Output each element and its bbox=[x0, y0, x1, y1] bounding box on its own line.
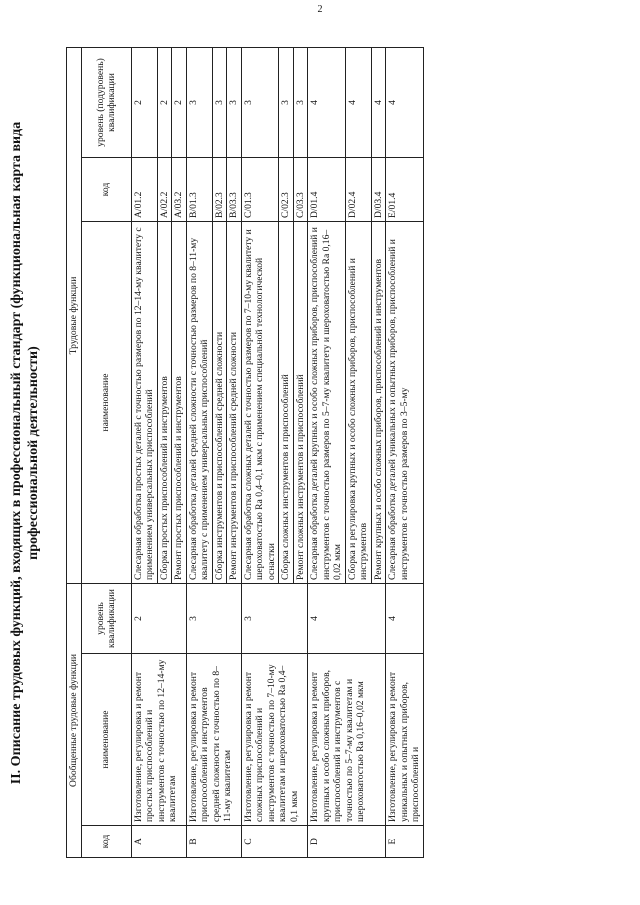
labor-function-code: C/02.3 bbox=[279, 158, 294, 222]
labor-function-level: 4 bbox=[386, 47, 424, 157]
generalized-function-code: B bbox=[186, 826, 241, 858]
generalized-function-level: 4 bbox=[308, 584, 386, 654]
labor-function-level: 2 bbox=[157, 47, 172, 157]
labor-function-level: 2 bbox=[131, 47, 157, 157]
generalized-function-name: Изготовление, регулировка и ремонт сложных приспособлений и инструментов с точностью по 7–10-му квалитетам и шероховатостью Ra 0,4–0,1 мкм bbox=[241, 654, 308, 826]
labor-function-name: Сборка инструментов и приспособлений средней сложности bbox=[212, 222, 227, 584]
labor-function-level: 3 bbox=[227, 47, 242, 157]
labor-function-name: Сборка сложных инструментов и приспособлений bbox=[279, 222, 294, 584]
labor-function-level: 3 bbox=[241, 47, 279, 157]
generalized-function-name: Изготовление, регулировка и ремонт уникальных и опытных приборов, приспособлений и bbox=[386, 654, 424, 826]
labor-function-level: 4 bbox=[345, 47, 371, 157]
generalized-function-level: 3 bbox=[241, 584, 308, 654]
table-row bbox=[386, 47, 424, 857]
labor-function-name: Слесарная обработка деталей средней сложности с точностью размеров по 8–11-му квалитету с применением универсальных приспособлений bbox=[186, 222, 212, 584]
generalized-function-level: 3 bbox=[186, 584, 241, 654]
table-row bbox=[186, 47, 212, 857]
generalized-function-level: 4 bbox=[386, 584, 424, 654]
labor-function-level: 3 bbox=[212, 47, 227, 157]
labor-function-code: A/02.2 bbox=[157, 158, 172, 222]
labor-function-name: Сборка и регулировка крупных и особо сложных приборов, приспособлений и инструментов bbox=[345, 222, 371, 584]
labor-function-code: B/03.3 bbox=[227, 158, 242, 222]
header-name: наименование bbox=[81, 654, 131, 826]
header-labor-name: наименование bbox=[81, 222, 131, 584]
labor-function-level: 3 bbox=[293, 47, 308, 157]
functional-map-table bbox=[66, 47, 424, 858]
title-line-1: II. Описание трудовых функций, входящих в профессиональный стандарт (функциональная карта вида bbox=[9, 121, 24, 785]
table-header bbox=[67, 47, 132, 857]
generalized-function-code: A bbox=[131, 826, 186, 858]
table-row bbox=[308, 47, 346, 857]
labor-function-level: 3 bbox=[279, 47, 294, 157]
labor-function-level: 4 bbox=[371, 47, 386, 157]
labor-function-code: B/02.3 bbox=[212, 158, 227, 222]
generalized-function-code: E bbox=[386, 826, 424, 858]
table-row bbox=[131, 47, 157, 857]
generalized-function-name: Изготовление, регулировка и ремонт крупных и особо сложных приборов, приспособлений и инструментов с точностью по 5–7-му квалитетам и шероховатостью Ra 0,16–0,02 мкм bbox=[308, 654, 386, 826]
table-row bbox=[241, 47, 279, 857]
rotated-page-content bbox=[0, 8, 628, 898]
header-level: уровень квалификации bbox=[81, 584, 131, 654]
labor-function-name: Сборка простых приспособлений и инструментов bbox=[157, 222, 172, 584]
header-labor-code: код bbox=[81, 158, 131, 222]
generalized-function-level: 2 bbox=[131, 584, 186, 654]
labor-function-level: 2 bbox=[172, 47, 187, 157]
header-labor-functions: Трудовые функции bbox=[67, 47, 82, 583]
labor-function-name: Ремонт крупных и особо сложных приборов, приспособлений и инструментов bbox=[371, 222, 386, 584]
labor-function-name: Ремонт сложных инструментов и приспособлений bbox=[293, 222, 308, 584]
header-code: код bbox=[81, 826, 131, 858]
section-title bbox=[8, 48, 42, 858]
labor-function-name: Слесарная обработка сложных деталей с точностью размеров по 7–10-му квалитету и шероховатостью Ra 0,4–0,1 мкм с применением специальной технологической оснастки bbox=[241, 222, 279, 584]
page-number: 2 bbox=[317, 4, 323, 15]
labor-function-code: A/01.2 bbox=[131, 158, 157, 222]
labor-function-level: 3 bbox=[186, 47, 212, 157]
labor-function-code: B/01.3 bbox=[186, 158, 212, 222]
generalized-function-code: C bbox=[241, 826, 308, 858]
labor-function-name: Слесарная обработка простых деталей с точностью размеров по 12–14-му квалитету с применением универсальных приспособлений bbox=[131, 222, 157, 584]
labor-function-code: C/03.3 bbox=[293, 158, 308, 222]
header-labor-level: уровень (подуровень) квалификации bbox=[81, 47, 131, 157]
labor-function-code: D/02.4 bbox=[345, 158, 371, 222]
labor-function-name: Слесарная обработка деталей крупных и особо сложных приборов, приспособлений и инструментов с точностью размеров по 5–7-му квалитету и шероховатостью Ra 0,16–0,02 мкм bbox=[308, 222, 346, 584]
labor-function-code: E/01.4 bbox=[386, 158, 424, 222]
title-line-2: профессиональной деятельности) bbox=[26, 346, 41, 560]
labor-function-code: D/01.4 bbox=[308, 158, 346, 222]
generalized-function-name: Изготовление, регулировка и ремонт приспособлений и инструментов средней сложности с точностью по 8–11-му квалитетам bbox=[186, 654, 241, 826]
labor-function-code: C/01.3 bbox=[241, 158, 279, 222]
labor-function-code: A/03.2 bbox=[172, 158, 187, 222]
labor-function-name: Слесарная обработка деталей уникальных и опытных приборов, приспособлений и инструментов с точностью размеров по 3–5-му bbox=[386, 222, 424, 584]
labor-function-name: Ремонт инструментов и приспособлений средней сложности bbox=[227, 222, 242, 584]
generalized-function-name: Изготовление, регулировка и ремонт простых приспособлений и инструментов с точностью по 12–14-му квалитетам bbox=[131, 654, 186, 826]
labor-function-level: 4 bbox=[308, 47, 346, 157]
labor-function-code: D/03.4 bbox=[371, 158, 386, 222]
table-body bbox=[131, 47, 423, 857]
header-generalized-functions: Обобщенные трудовые функции bbox=[67, 584, 82, 858]
labor-function-name: Ремонт простых приспособлений и инструментов bbox=[172, 222, 187, 584]
generalized-function-code: D bbox=[308, 826, 386, 858]
